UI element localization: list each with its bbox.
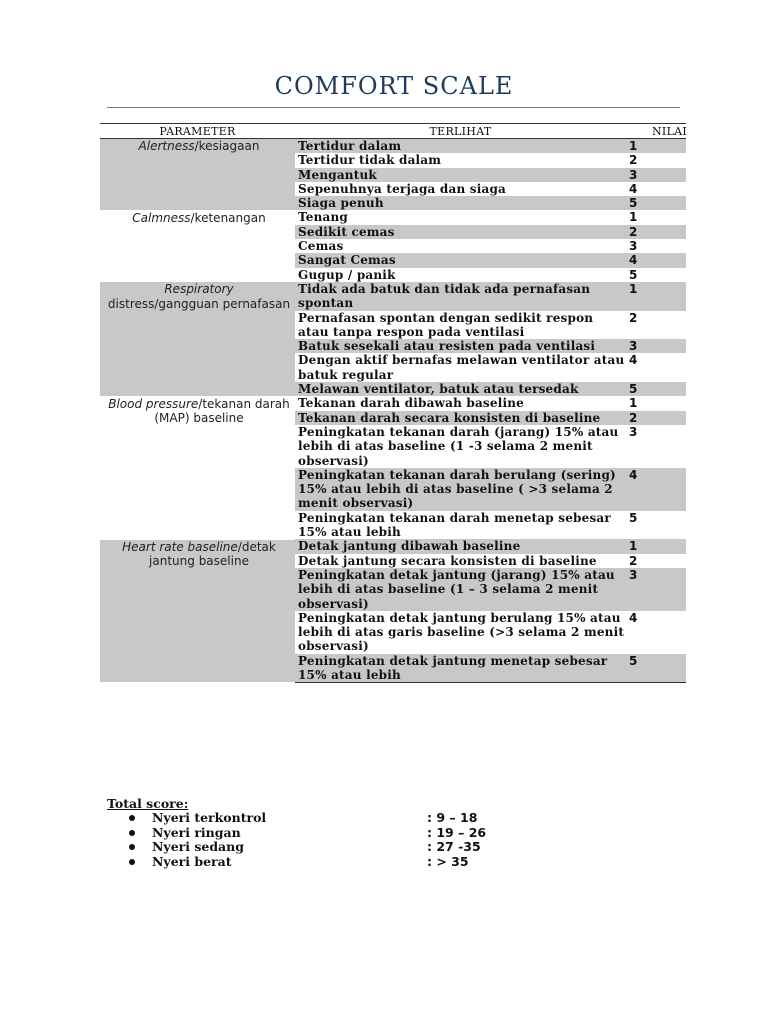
observation-text: Tertidur dalam bbox=[298, 139, 402, 153]
range-label: Nyeri sedang bbox=[152, 839, 244, 855]
list-item bbox=[107, 840, 577, 855]
parameter-cell bbox=[100, 396, 295, 539]
parameter-label: /detak jantung baseline bbox=[149, 539, 276, 569]
parameter-cell bbox=[100, 282, 295, 396]
table-body bbox=[100, 139, 686, 683]
parameter-label-italic: Calmness bbox=[132, 210, 191, 225]
header-parameter: PARAMETER bbox=[100, 124, 295, 139]
observation-text: Peningkatan detak jantung menetap sebesar 15% atau lebih bbox=[298, 653, 608, 682]
page-title: COMFORT SCALE bbox=[274, 72, 514, 100]
parameter-cell bbox=[100, 539, 295, 682]
bullet-icon bbox=[129, 859, 135, 865]
score-value: 5 bbox=[629, 653, 638, 668]
score-value: 3 bbox=[629, 239, 638, 254]
header-visible: TERLIHAT bbox=[295, 124, 626, 139]
total-score-section bbox=[107, 796, 577, 869]
parameter-label: /kesiagaan bbox=[194, 139, 260, 153]
score-value: 1 bbox=[629, 139, 638, 153]
list-item bbox=[107, 826, 577, 841]
table-row bbox=[100, 539, 686, 553]
parameter-label: /tekanan darah (MAP) baseline bbox=[154, 396, 290, 426]
score-value: 1 bbox=[629, 281, 638, 296]
score-value: 2 bbox=[629, 410, 638, 425]
header-score: NILAI bbox=[626, 124, 686, 139]
observation-text: Cemas bbox=[298, 239, 344, 254]
comfort-scale-table bbox=[100, 123, 686, 683]
observation-text: Siaga penuh bbox=[298, 196, 384, 211]
range-value: : 19 – 26 bbox=[427, 824, 487, 840]
score-value: 5 bbox=[629, 510, 638, 525]
bullet-icon bbox=[129, 815, 135, 821]
observation-text: Peningkatan detak jantung berulang 15% atau lebih di atas garis baseline (>3 selama 2 menit observasi) bbox=[298, 610, 625, 654]
observation-text: Tenang bbox=[298, 210, 349, 225]
range-value: : > 35 bbox=[427, 853, 469, 869]
observation-text: Detak jantung secara konsisten di baseline bbox=[298, 553, 597, 568]
score-value: 5 bbox=[629, 267, 638, 282]
score-value: 3 bbox=[629, 339, 638, 354]
score-value: 4 bbox=[629, 610, 638, 625]
score-value: 2 bbox=[629, 224, 638, 239]
parameter-label: /ketenangan bbox=[190, 210, 266, 225]
range-label: Nyeri terkontrol bbox=[152, 810, 267, 825]
observation-text: Peningkatan tekanan darah (jarang) 15% atau lebih di atas baseline (1 -3 selama 2 menit observasi) bbox=[298, 424, 619, 468]
observation-text: Tidak ada batuk dan tidak ada pernafasan spontan bbox=[298, 281, 591, 311]
table-row bbox=[100, 396, 686, 410]
observation-text: Batuk sesekali atau resisten pada ventilasi bbox=[298, 339, 596, 354]
parameter-label: distress/gangguan pernafasan bbox=[107, 296, 291, 311]
score-value: 3 bbox=[629, 424, 638, 439]
title-divider bbox=[107, 107, 680, 108]
score-value: 4 bbox=[629, 467, 638, 482]
observation-text: Gugup / panik bbox=[298, 267, 396, 282]
observation-text: Peningkatan tekanan darah menetap sebesar 15% atau lebih bbox=[298, 510, 611, 540]
score-value: 1 bbox=[629, 396, 638, 411]
parameter-label-italic: Alertness bbox=[138, 139, 195, 153]
score-value: 1 bbox=[629, 210, 638, 225]
observation-text: Dengan aktif bernafas melawan ventilator atau batuk regular bbox=[298, 353, 625, 382]
list-item bbox=[107, 811, 577, 826]
parameter-cell bbox=[100, 139, 295, 211]
observation-text: Detak jantung dibawah baseline bbox=[298, 539, 521, 554]
range-value: : 27 -35 bbox=[427, 839, 481, 855]
parameter-label-italic: Respiratory bbox=[164, 282, 234, 297]
score-value: 4 bbox=[629, 253, 638, 268]
range-value: : 9 – 18 bbox=[427, 810, 478, 825]
bullet-icon bbox=[129, 830, 135, 836]
score-ranges-list bbox=[107, 811, 577, 869]
observation-text: Sepenuhnya terjaga dan siaga bbox=[298, 181, 507, 196]
observation-text: Sangat Cemas bbox=[298, 253, 396, 268]
observation-text: Sedikit cemas bbox=[298, 224, 395, 239]
parameter-label-italic: Heart rate baseline bbox=[122, 539, 238, 554]
observation-text: Tertidur tidak dalam bbox=[298, 153, 442, 168]
range-label: Nyeri ringan bbox=[152, 824, 241, 840]
observation-text: Peningkatan tekanan darah berulang (sering) 15% atau lebih di atas baseline ( >3 selama 2 menit observasi) bbox=[298, 467, 616, 511]
range-label: Nyeri berat bbox=[152, 853, 232, 869]
observation-text: Pernafasan spontan dengan sedikit respon atau tanpa respon pada ventilasi bbox=[298, 310, 594, 339]
observation-text: Tekanan darah secara konsisten di baseline bbox=[298, 410, 601, 425]
parameter-label-italic: Blood pressure bbox=[108, 396, 199, 411]
table-row bbox=[100, 210, 686, 224]
score-value: 3 bbox=[629, 567, 638, 582]
score-value: 5 bbox=[629, 382, 638, 397]
score-value: 3 bbox=[629, 167, 638, 182]
table-row bbox=[100, 139, 686, 154]
parameter-cell bbox=[100, 210, 295, 281]
observation-text: Melawan ventilator, batuk atau tersedak bbox=[298, 382, 579, 397]
table-header-row bbox=[100, 124, 686, 139]
observation-text: Tekanan darah dibawah baseline bbox=[298, 396, 525, 411]
total-score-title: Total score: bbox=[107, 796, 189, 811]
score-value: 4 bbox=[629, 181, 638, 196]
score-value: 2 bbox=[629, 553, 638, 568]
score-value: 1 bbox=[629, 539, 638, 554]
bullet-icon bbox=[129, 844, 135, 850]
score-value: 2 bbox=[629, 310, 638, 325]
list-item bbox=[107, 855, 577, 870]
observation-text: Peningkatan detak jantung (jarang) 15% atau lebih di atas baseline (1 – 3 selama 2 menit observasi) bbox=[298, 567, 615, 611]
table-row bbox=[100, 282, 686, 311]
score-value: 4 bbox=[629, 353, 638, 368]
observation-text: Mengantuk bbox=[298, 167, 377, 182]
score-value: 2 bbox=[629, 153, 638, 168]
score-value: 5 bbox=[629, 196, 638, 211]
